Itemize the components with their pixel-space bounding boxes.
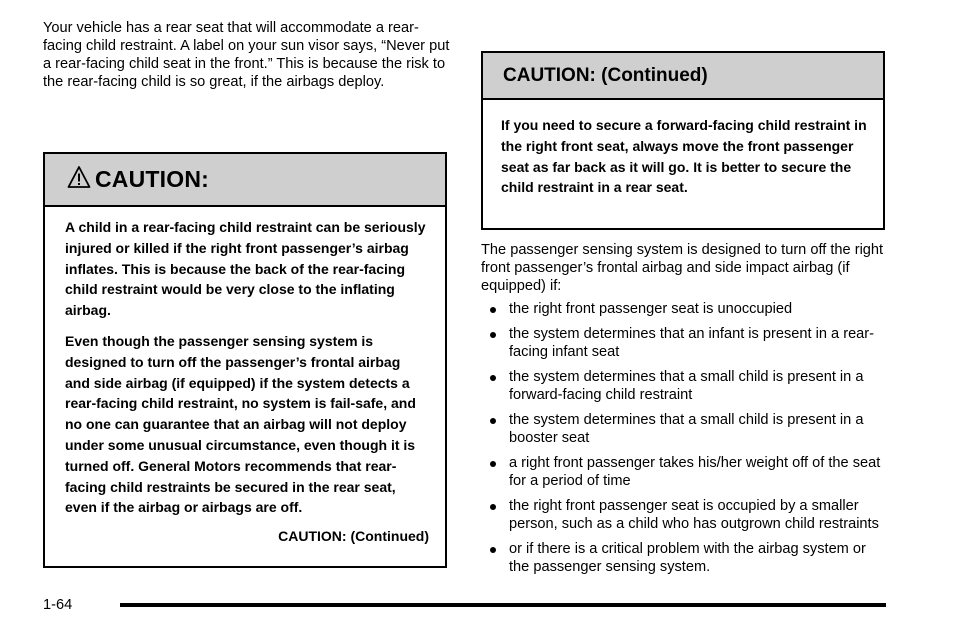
- caution-continued-note: CAUTION: (Continued): [278, 528, 429, 545]
- footer-rule: [120, 603, 886, 607]
- list-item: the system determines that a small child is present in a forward-facing child restraint: [481, 368, 886, 404]
- caution-continued-body: If you need to secure a forward-facing child restraint in the right front seat, always move the front passenger seat as far back as it will go. It is better to secure the child restraint in a rear seat.: [501, 117, 867, 196]
- conditions-list: [481, 300, 886, 583]
- caution-paragraph: Even though the passenger sensing system is designed to turn off the passenger’s frontal airbag and side airbag (if equipped) if the system detects a rear-facing child restraint, no system is fail-safe, and no one can guarantee that an airbag will not deploy under some unusual circumstance, even though it is turned off. General Motors recommends that rear-facing child restraints be secured in the rear seat, even if the airbag or airbags are off.: [65, 332, 416, 516]
- bullet-icon: [490, 307, 496, 313]
- page-number: 1-64: [43, 597, 73, 613]
- caution-continued-title: CAUTION: (Continued): [503, 64, 708, 86]
- caution-continued-header: [483, 53, 883, 100]
- bullet-icon: [490, 547, 496, 553]
- bullet-icon: [490, 418, 496, 424]
- list-item: or if there is a critical problem with the airbag system or the passenger sensing system.: [481, 540, 886, 576]
- bullet-icon: [490, 375, 496, 381]
- list-item: the system determines that a small child is present in a booster seat: [481, 411, 886, 447]
- caution-box: [43, 152, 447, 568]
- intro-paragraph: Your vehicle has a rear seat that will accommodate a rear-facing child restraint. A label on your sun visor says, “Never put a rear-facing child seat in the front.” This is because the risk to the rear-facing child is so great, if the airbags deploy.: [43, 20, 450, 90]
- list-item: the right front passenger seat is unoccupied: [481, 300, 886, 318]
- list-item: a right front passenger takes his/her weight off of the seat for a period of time: [481, 454, 886, 490]
- list-item: the right front passenger seat is occupied by a smaller person, such as a child who has outgrown child restraints: [481, 497, 886, 533]
- warning-triangle-icon: [67, 165, 91, 191]
- bullet-icon: [490, 504, 496, 510]
- list-item: the system determines that an infant is present in a rear-facing infant seat: [481, 325, 886, 361]
- caution-continued-box: [481, 51, 885, 230]
- sensing-intro: The passenger sensing system is designed to turn off the right front passenger’s frontal airbag and side impact airbag (if equipped) if:: [481, 242, 884, 294]
- caution-title: CAUTION:: [95, 166, 210, 192]
- bullet-icon: [490, 332, 496, 338]
- caution-body: [45, 207, 445, 544]
- bullet-icon: [490, 461, 496, 467]
- caution-header: [45, 154, 445, 207]
- caution-paragraph: A child in a rear-facing child restraint can be seriously injured or killed if the right front passenger’s airbag inflates. This is because the back of the rear-facing child restraint would be very close to the inflating airbag.: [65, 219, 426, 319]
